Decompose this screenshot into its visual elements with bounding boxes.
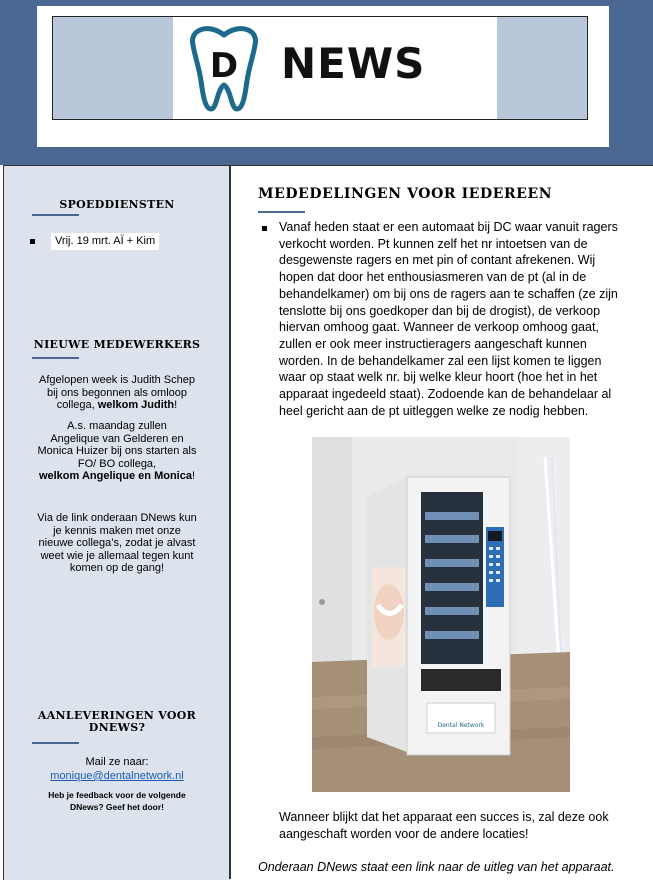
text-line: aangeschaft worden voor de andere locaties! <box>279 827 529 841</box>
list-item <box>30 233 220 251</box>
text-line: behandelkamer) om bij ons de ragers aan te schaffen (ze zijn <box>279 286 618 301</box>
text-line: FO/ BO collega, <box>77 457 157 470</box>
feedback-text <box>10 789 224 813</box>
text-line: nieuwe collega’s, zodat je alvast <box>38 537 196 549</box>
text-line: heel gericht aan de pt uitleggen welke ze nodig hebben. <box>279 403 589 418</box>
bullet-icon <box>262 226 267 231</box>
tooth-icon <box>179 23 269 115</box>
heading-rule <box>32 214 79 216</box>
text-line: hiervan omhoog gaat. Wanneer de verkoop omhoog gaat, <box>279 320 599 335</box>
new-staff-paragraph-3 <box>10 512 224 575</box>
dnews-logo <box>173 17 497 119</box>
masthead-panel <box>37 6 609 147</box>
logo-letter: D <box>209 46 239 86</box>
text-run: collega, <box>56 399 98 411</box>
aanleveringen-heading <box>10 710 224 734</box>
logo-banner <box>52 16 588 120</box>
text-line: Heb je feedback voor de volgende <box>48 790 186 800</box>
mail-row <box>10 770 224 783</box>
text-line: apparaat ingedeeld staat). Zodoende kan de behandelaar al <box>279 387 612 402</box>
text-line: Vanaf heden staat er een automaat bij DC waar vanuit ragers <box>279 220 618 234</box>
text-line: DNews? Geef het door! <box>70 802 164 812</box>
text-line: A.s. maandag zullen <box>67 420 167 432</box>
text-line: desgewenste ragers en met pin of contant afrekenen. Wij <box>279 253 596 268</box>
main-title: MEDEDELINGEN VOOR IEDEREEN <box>258 186 553 202</box>
text-line: tenslotte bij ons goedkoper dan bij de drogist), de verkoop <box>279 303 601 318</box>
text-line: Afgelopen week is Judith Schep <box>39 374 195 386</box>
welcome-names: welkom Angelique en Monica <box>38 470 192 482</box>
heading-rule <box>32 357 79 359</box>
spoeddiensten-heading: SPOEDDIENSTEN <box>59 198 175 211</box>
welcome-name: welkom Judith <box>97 399 175 411</box>
new-staff-paragraph-1 <box>10 374 224 412</box>
text-line: hopen dat door het enthousiasmeren van de pt (al in de <box>279 270 587 285</box>
text-line: DNEWS? <box>88 721 146 734</box>
footer-note: Onderaan DNews staat een link naar de uitleg van het apparaat. <box>258 860 615 874</box>
bullet-icon <box>30 239 35 244</box>
nieuwe-medewerkers-heading: NIEUWE MEDEWERKERS <box>33 338 201 351</box>
text-run: ! <box>191 470 196 482</box>
text-line: Wanneer blijkt dat het apparaat een succes is, zal deze ook <box>279 810 609 824</box>
after-photo-paragraph <box>279 809 635 843</box>
new-staff-paragraph-2 <box>10 420 224 483</box>
text-line: Via de link onderaan DNews kun <box>37 512 197 524</box>
announcement-paragraph <box>279 219 635 419</box>
text-line: waar op staat welk nr. bij welke kleur hoort (hoe het in het <box>279 370 598 385</box>
text-line <box>10 470 224 483</box>
text-line: worden. In de behandelkamer zal een lijst komen te liggen <box>279 353 602 368</box>
text-line <box>10 399 224 412</box>
text-line: zullen er ook meer instructieragers aangeschaft kunnen <box>279 336 587 351</box>
machine-brand-label: Dental Network <box>437 722 485 729</box>
text-line: Angelique van Gelderen en <box>50 432 184 445</box>
text-run: ! <box>174 399 178 411</box>
text-line: je kennis maken met onze <box>53 524 181 537</box>
logo-wordmark: NEWS <box>281 39 426 88</box>
title-rule <box>258 211 305 213</box>
banner-left-block <box>53 17 173 119</box>
text-line: Monica Huizer bij ons starten als <box>37 445 197 457</box>
text-line: weet wie je allemaal tegen kunt <box>40 549 194 562</box>
vending-machine-photo <box>312 437 570 792</box>
mail-label: Mail ze naar: <box>85 756 149 768</box>
banner-right-block <box>497 17 587 119</box>
spoeddienst-entry: Vrij. 19 mrt. AÏ + Kim <box>51 233 159 250</box>
text-line: verkocht worden. Pt kunnen zelf het nr intoetsen van de <box>279 236 588 251</box>
text-line: bij ons begonnen als omloop <box>46 386 188 399</box>
text-line: komen op de gang! <box>69 562 165 574</box>
masthead <box>0 0 653 165</box>
heading-rule <box>32 742 79 744</box>
mail-link[interactable]: monique@dentalnetwork.nl <box>50 770 184 782</box>
text-line: AANLEVERINGEN VOOR <box>37 709 197 722</box>
